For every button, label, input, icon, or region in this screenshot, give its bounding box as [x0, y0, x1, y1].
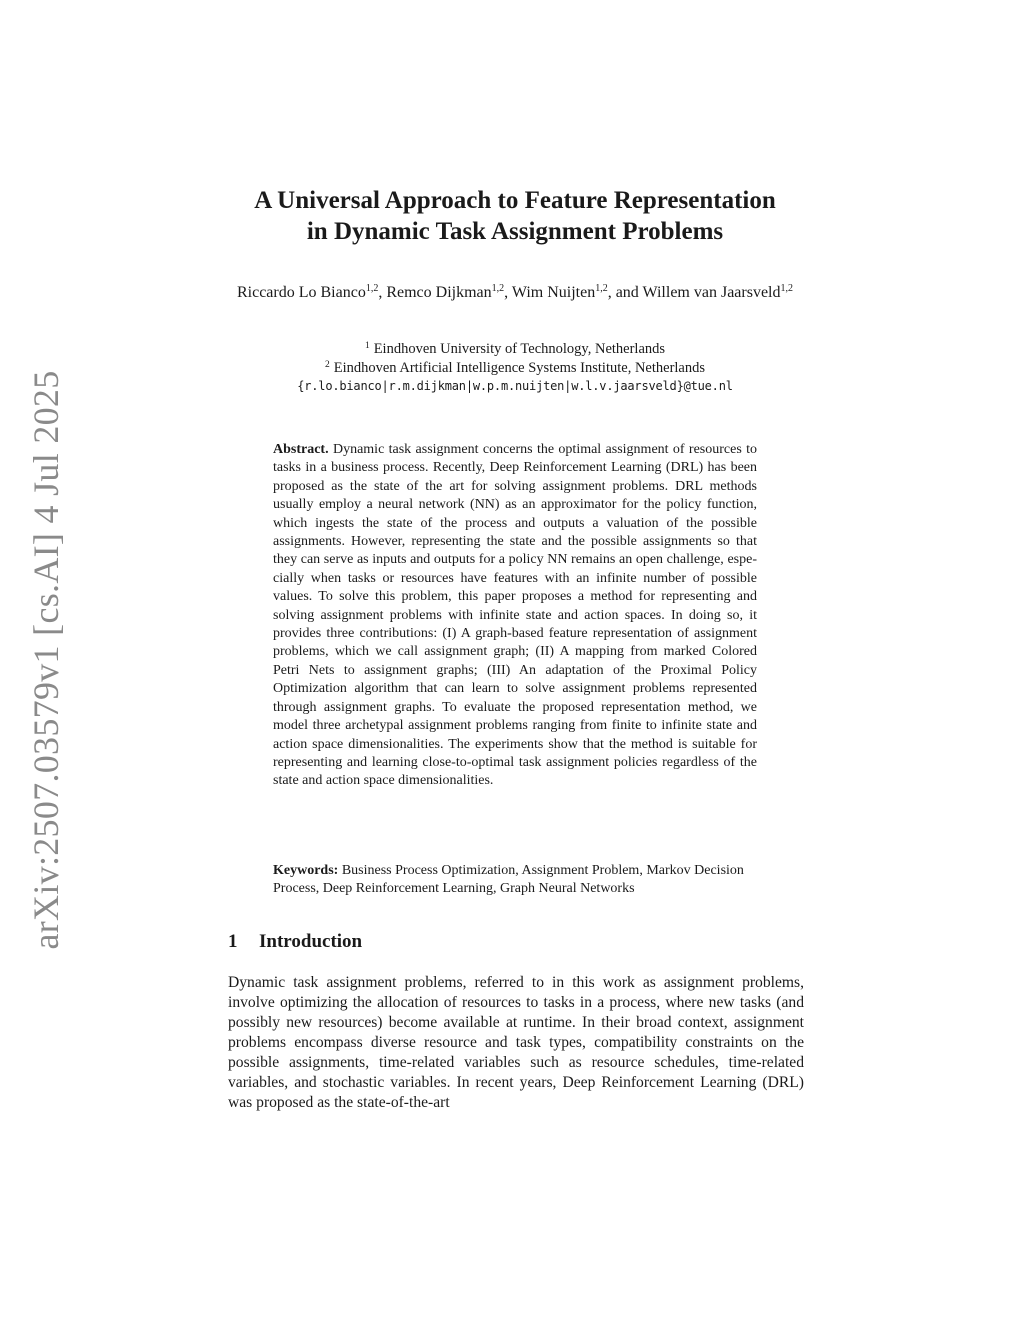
title-line-1: A Universal Approach to Feature Representation: [254, 187, 776, 214]
keywords-text: Business Process Optimization, Assignment Problem, Markov Decision Process, Deep Reinforcement Learning, Graph Neural Networks: [273, 863, 744, 897]
affiliation-2-text: Eindhoven Artificial Intelligence Systems Institute, Netherlands: [333, 359, 706, 376]
affiliation-1: [200, 340, 830, 359]
arxiv-identifier-stamp[interactable]: arXiv:2507.03579v1 [cs.AI] 4 Jul 2025: [26, 370, 66, 950]
author-affiliation-mark: 1,2: [365, 283, 379, 294]
abstract-text: Dynamic task assignment concerns the optimal assignment of resources to tasks in a business process. Recently, Deep Reinforcement Learning (DRL) has been proposed as the state of the art for solving assignment problems. DRL methods usually employ a neural network (NN) as an approximator for the policy function, which ingests the state of the process and outputs a valuation of the possible assignments. However, representing the state and the possible assignments so that they can serve as inputs and outputs for a policy NN remains an open challenge, especially when tasks or resources have features with an infinite number of possible values. To solve this problem, this paper proposes a method for representing and solving assignment problems with infinite state and action spaces. In doing so, it provides three contributions: (I) A graph-based feature representation of assignment problems, which we call assignment graph; (II) A mapping from marked Colored Petri Nets to assignment graphs; (III) An adaptation of the Proximal Policy Optimization algorithm that can learn to solve assignment problems represented through assignment graphs. To evaluate the proposed representation method, we model three archetypal assignment problems ranging from finite to infinite state and action space dimensionalities. The experiments show that the method is suitable for representing and learning close-to-optimal task assignment policies regardless of the state and action space dimensionalities.: [273, 442, 758, 789]
section-title: Introduction: [259, 931, 363, 952]
abstract-label: Abstract.: [273, 442, 329, 457]
intro-paragraph: Dynamic task assignment problems, referred to in this work as assignment problems, involve optimizing the allocation of resources to tasks in a process, where new tasks (and possibly new resources) become available at runtime. In their broad context, assignment problems encompass diverse resource and task types, compatibility constraints on the possible assignments, time-related variables such as resource schedules, time-related variables, and stochastic variables. In recent years, Deep Reinforcement Learning (DRL) was proposed as the state-of-the-art: [228, 974, 804, 1111]
author-name: , Remco Dijkman: [378, 284, 492, 301]
author-affiliation-mark: 1,2: [780, 283, 793, 294]
keywords-label: Keywords:: [273, 863, 339, 878]
author-affiliation-mark: 1,2: [595, 283, 608, 294]
keywords: [273, 862, 773, 899]
author-name: Riccardo Lo Bianco: [236, 284, 366, 301]
affiliation-2: [200, 359, 830, 378]
title-line-2: in Dynamic Task Assignment Problems: [306, 218, 724, 245]
author-list: [200, 283, 830, 302]
author-emails[interactable]: {r.lo.bianco|r.m.dijkman|w.p.m.nuijten|w.l.v.jaarsveld}@tue.nl: [297, 379, 733, 393]
author-affiliation-mark: 1,2: [491, 283, 505, 294]
abstract: [273, 441, 757, 791]
affiliations-block: [200, 340, 830, 396]
section-heading-introduction: [228, 930, 362, 954]
section-number: 1: [228, 931, 238, 952]
paper-title: [180, 185, 850, 247]
affiliation-2-mark: 2: [324, 359, 330, 370]
author-name: , and Willem van Jaarsveld: [607, 284, 781, 301]
affiliation-1-mark: 1: [364, 341, 370, 351]
author-name: , Wim Nuijten: [504, 284, 596, 301]
affiliation-1-text: Eindhoven University of Technology, Netherlands: [373, 341, 666, 357]
